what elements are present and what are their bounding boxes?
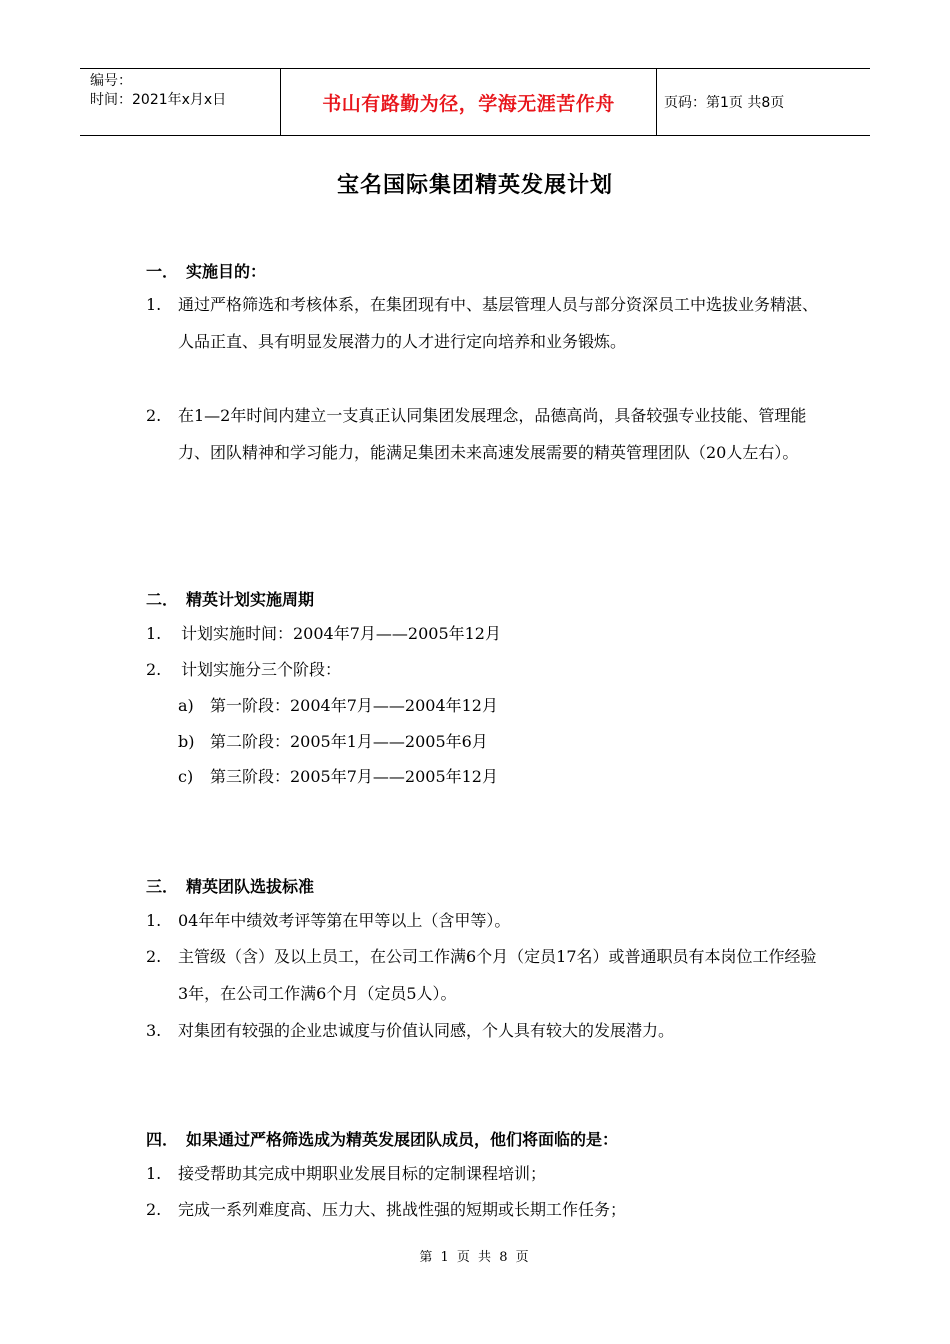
section-title: 实施目的： [186, 262, 267, 281]
section-3-heading [146, 874, 314, 897]
section-number: 四． [146, 1130, 179, 1149]
section-1-heading [146, 259, 266, 282]
sub-item-text: 第三阶段：2005年7月——2005年12月 [210, 767, 498, 786]
list-item [146, 1155, 826, 1192]
section-title: 精英计划实施周期 [186, 590, 315, 609]
item-text: 04年年中绩效考评等第在甲等以上（含甲等）。 [178, 911, 511, 930]
sub-item-marker: a) [178, 696, 194, 715]
sub-list-item [178, 687, 498, 724]
section-title: 精英团队选拔标准 [186, 877, 315, 896]
list-item [146, 615, 826, 652]
list-item [146, 902, 826, 939]
item-text: 对集团有较强的企业忠诚度与价值认同感，个人具有较大的发展潜力。 [178, 1021, 675, 1040]
section-4-heading [146, 1127, 618, 1150]
item-number: 2. [146, 1200, 162, 1219]
item-text: 接受帮助其完成中期职业发展目标的定制课程培训； [178, 1164, 547, 1183]
item-number: 3. [146, 1021, 162, 1040]
list-item [146, 1012, 826, 1049]
item-text: 计划实施时间：2004年7月——2005年12月 [181, 624, 501, 643]
section-2-heading [146, 587, 314, 610]
document-title: 宝名国际集团精英发展计划 [336, 173, 613, 198]
header-page-info: 页码：第1页 共8页 [664, 95, 785, 111]
section-number: 一． [146, 262, 179, 281]
page-footer: 第 1 页 共 8 页 [419, 1250, 531, 1265]
item-number: 1. [146, 624, 162, 643]
list-item [146, 651, 826, 688]
item-number: 1. [146, 911, 162, 930]
header-meta [80, 69, 281, 135]
item-text: 计划实施分三个阶段： [181, 660, 342, 679]
item-text: 通过严格筛选和考核体系，在集团现有中、基层管理人员与部分资深员工中选拔业务精湛、人品正直、具有明显发展潜力的人才进行定向培养和业务锻炼。 [178, 295, 819, 351]
section-number: 二． [146, 590, 179, 609]
sub-list-item [178, 758, 498, 795]
item-text: 完成一系列难度高、压力大、挑战性强的短期或长期工作任务； [178, 1200, 627, 1219]
item-number: 1. [146, 1164, 162, 1183]
sub-item-marker: c) [178, 767, 194, 786]
item-number: 2. [146, 660, 162, 679]
section-number: 三． [146, 877, 179, 896]
item-number: 1. [146, 295, 162, 314]
sub-list-item [178, 723, 488, 760]
list-item [146, 938, 826, 1012]
list-item [146, 1191, 826, 1228]
sub-item-marker: b) [178, 732, 195, 751]
item-number: 2. [146, 947, 162, 966]
header-table [80, 68, 870, 136]
list-item [146, 286, 826, 360]
sub-item-text: 第一阶段：2004年7月——2004年12月 [210, 696, 498, 715]
item-text: 在1—2年时间内建立一支真正认同集团发展理念，品德高尚，具备较强专业技能、管理能力、团队精神和学习能力，能满足集团未来高速发展需要的精英管理团队（20人左右）。 [178, 406, 807, 462]
item-text: 主管级（含）及以上员工，在公司工作满6个月（定员17名）或普通职员有本岗位工作经验3年，在公司工作满6个月（定员5人）。 [178, 947, 817, 1003]
doc-code-label: 编号： [90, 73, 132, 89]
item-number: 2. [146, 406, 162, 425]
sub-item-text: 第二阶段：2005年1月——2005年6月 [210, 732, 488, 751]
list-item [146, 397, 826, 471]
header-motto: 书山有路勤为径，学海无涯苦作舟 [281, 69, 657, 135]
section-title: 如果通过严格筛选成为精英发展团队成员，他们将面临的是： [186, 1130, 619, 1149]
doc-date: 时间：2021年x月x日 [90, 92, 227, 108]
